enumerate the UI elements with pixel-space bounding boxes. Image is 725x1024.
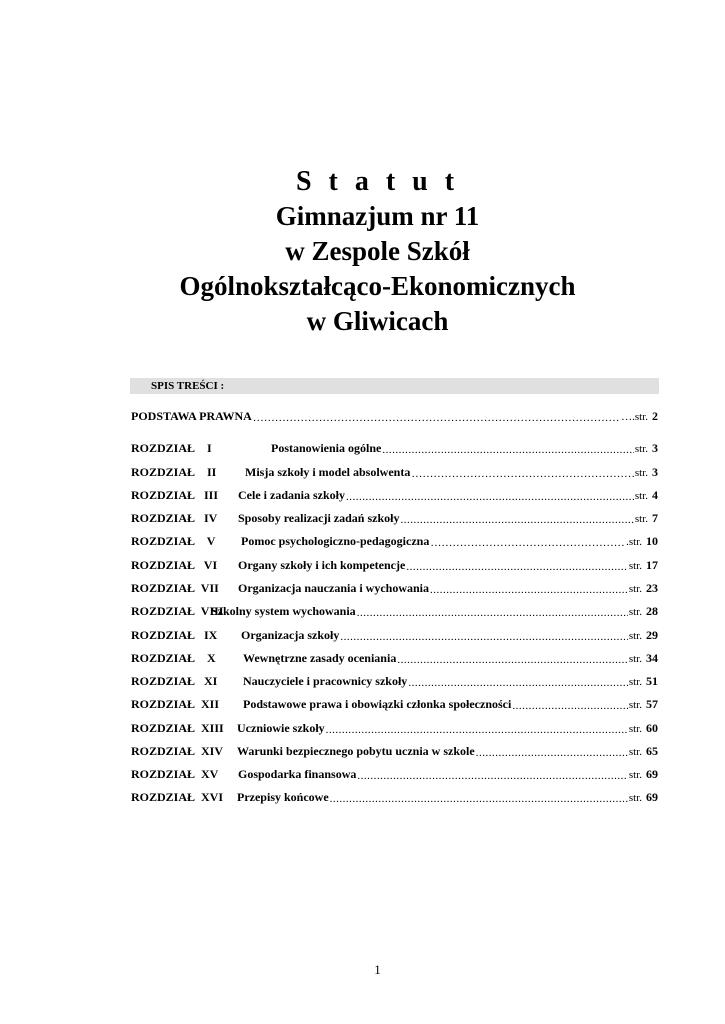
toc-page-number: 60 xyxy=(646,721,658,735)
toc-page xyxy=(629,651,658,666)
toc-leader xyxy=(253,410,620,424)
toc-chapter: ROZDZIAŁ IV xyxy=(131,511,218,525)
toc-page-prefix: str. xyxy=(628,560,642,572)
toc-leader xyxy=(406,559,628,573)
toc-page xyxy=(629,558,658,573)
toc-page-number: 3 xyxy=(652,465,658,479)
toc-page-prefix: str. xyxy=(628,769,642,781)
toc-title: Podstawowe prawa i obowiązki członka społeczności xyxy=(243,697,512,711)
title-line-5: w Gliwicach xyxy=(306,306,449,336)
toc-title: Warunki bezpiecznego pobytu ucznia w szkole xyxy=(237,744,475,758)
toc-chapter: ROZDZIAŁ X xyxy=(131,651,216,665)
toc-page-number: 28 xyxy=(646,604,658,618)
toc-entry xyxy=(131,438,658,456)
toc-page-number: 69 xyxy=(646,767,658,781)
toc-title: Cele i zadania szkoły xyxy=(238,488,345,502)
toc-leader xyxy=(357,768,627,782)
toc-leader xyxy=(408,675,628,689)
toc-leader xyxy=(346,489,634,503)
toc-page-number: 23 xyxy=(646,581,658,595)
toc-page-prefix: str. xyxy=(634,467,648,479)
toc-chapter: ROZDZIAŁ XIII xyxy=(131,721,224,735)
toc-page-number: 2 xyxy=(652,409,658,423)
toc-page xyxy=(629,604,658,619)
toc-page-prefix: str. xyxy=(628,606,642,618)
toc-page xyxy=(629,628,658,643)
toc-entry xyxy=(131,694,658,712)
toc-chapter: ROZDZIAŁ XVI xyxy=(131,790,224,804)
toc-leader xyxy=(430,535,625,549)
toc-chapter: ROZDZIAŁ XIV xyxy=(131,744,224,758)
toc-page xyxy=(635,465,658,480)
toc-chapter: ROZDZIAŁ II xyxy=(131,465,217,479)
toc-entry xyxy=(131,462,658,480)
toc-leader xyxy=(382,442,634,456)
toc-page-number: 34 xyxy=(646,651,658,665)
toc-chapter: ROZDZIAŁ I xyxy=(131,441,212,455)
toc-entry xyxy=(131,787,658,805)
toc-header: SPIS TREŚCI : xyxy=(130,378,659,394)
toc-page xyxy=(629,721,658,736)
title-line-4: Ogólnokształcąco-Ekonomicznych xyxy=(179,271,576,301)
toc-page-number: 29 xyxy=(646,628,658,642)
page-number: 1 xyxy=(374,962,381,977)
toc-title: Wewnętrzne zasady oceniania xyxy=(243,651,397,665)
toc-leader xyxy=(397,652,628,666)
toc-page-number: 10 xyxy=(646,534,658,548)
toc-page xyxy=(635,511,658,526)
toc-title: Szkolny system wychowania xyxy=(211,604,356,618)
toc-page xyxy=(626,534,658,549)
toc-page-prefix: str. xyxy=(628,583,642,595)
toc-page-prefix: str. xyxy=(628,653,642,665)
toc-page-number: 57 xyxy=(646,697,658,711)
document-title xyxy=(0,164,725,339)
toc-entry xyxy=(131,648,658,666)
toc-entry xyxy=(131,555,658,573)
toc-chapter: ROZDZIAŁ XV xyxy=(131,767,219,781)
toc-page-prefix: str. xyxy=(634,513,648,525)
toc-title: Postanowienia ogólne xyxy=(271,441,382,455)
toc-page-prefix: str. xyxy=(634,490,648,502)
toc-title: Sposoby realizacji zadań szkoły xyxy=(238,511,400,525)
toc-entry xyxy=(131,671,658,689)
toc-page xyxy=(621,409,658,424)
toc-chapter: PODSTAWA PRAWNA xyxy=(131,409,252,423)
toc-leader xyxy=(357,605,628,619)
toc-entry xyxy=(131,718,658,736)
toc-leader xyxy=(476,745,628,759)
toc-page-prefix: str. xyxy=(628,676,642,688)
toc-chapter: ROZDZIAŁ VII xyxy=(131,581,219,595)
toc-page-number: 3 xyxy=(652,441,658,455)
toc-leader xyxy=(330,791,628,805)
toc-chapter: ROZDZIAŁ IX xyxy=(131,628,218,642)
toc-page xyxy=(635,441,658,456)
toc-page xyxy=(629,581,658,596)
toc-entry xyxy=(131,531,658,549)
toc-page-prefix: str. xyxy=(634,443,648,455)
toc-entry xyxy=(131,625,658,643)
toc-page-number: 17 xyxy=(646,558,658,572)
toc-page xyxy=(629,767,658,782)
toc-page-prefix: str. xyxy=(628,630,642,642)
toc-title: Pomoc psychologiczno-pedagogiczna xyxy=(241,534,430,548)
title-line-1: S t a t u t xyxy=(295,166,460,197)
toc-page-number: 69 xyxy=(646,790,658,804)
toc-chapter: ROZDZIAŁ V xyxy=(131,534,216,548)
toc-title: Przepisy końcowe xyxy=(237,790,329,804)
title-line-3: w Zespole Szkół xyxy=(285,236,470,266)
toc-page xyxy=(629,790,658,805)
toc-title: Organy szkoły i ich kompetencje xyxy=(238,558,406,572)
toc-title: Uczniowie szkoły xyxy=(237,721,325,735)
toc-leader xyxy=(512,698,628,712)
toc-chapter: ROZDZIAŁ VIII xyxy=(131,604,224,618)
toc-entry xyxy=(131,508,658,526)
toc-title: Gospodarka finansowa xyxy=(238,767,357,781)
toc-page-prefix: str. xyxy=(628,792,642,804)
toc-page-number: 7 xyxy=(652,511,658,525)
toc-page-number: 65 xyxy=(646,744,658,758)
toc-chapter: ROZDZIAŁ XI xyxy=(131,674,218,688)
toc-page xyxy=(629,744,658,759)
toc-leader xyxy=(411,466,634,480)
toc-page-prefix: str. xyxy=(628,746,642,758)
toc-title: Nauczyciele i pracownicy szkoły xyxy=(243,674,408,688)
toc-page xyxy=(629,674,658,689)
toc-entry xyxy=(131,578,658,596)
toc-entry xyxy=(131,741,658,759)
toc-chapter: ROZDZIAŁ III xyxy=(131,488,219,502)
toc-entry xyxy=(131,601,658,619)
toc-page-prefix: .str. xyxy=(626,536,642,548)
toc-chapter: ROZDZIAŁ XII xyxy=(131,697,220,711)
toc-page-number: 51 xyxy=(646,674,658,688)
toc-page-prefix: str. xyxy=(628,723,642,735)
toc-title: Organizacja szkoły xyxy=(241,628,340,642)
toc-page-prefix: ….str. xyxy=(621,411,648,423)
toc-leader xyxy=(340,629,628,643)
toc-title: Organizacja nauczania i wychowania xyxy=(238,581,429,595)
toc-page-prefix: str. xyxy=(628,699,642,711)
toc-page xyxy=(629,697,658,712)
toc-entry xyxy=(131,485,658,503)
toc-leader xyxy=(326,722,628,736)
title-line-2: Gimnazjum nr 11 xyxy=(275,201,480,231)
toc-leader xyxy=(430,582,628,596)
toc-entry xyxy=(131,764,658,782)
toc-page xyxy=(635,488,658,503)
toc-entry xyxy=(131,406,658,424)
toc-leader xyxy=(400,512,633,526)
toc-chapter: ROZDZIAŁ VI xyxy=(131,558,218,572)
toc-page-number: 4 xyxy=(652,488,658,502)
toc-title: Misja szkoły i model absolwenta xyxy=(245,465,411,479)
